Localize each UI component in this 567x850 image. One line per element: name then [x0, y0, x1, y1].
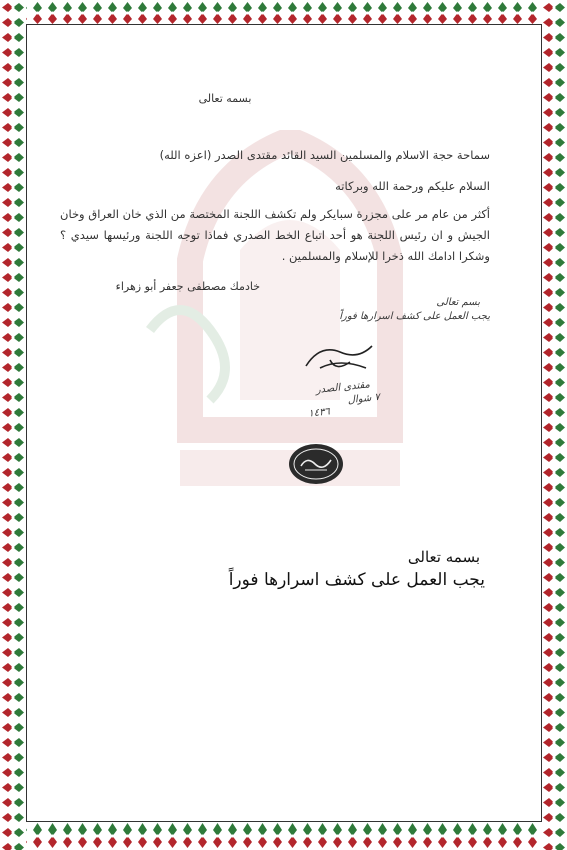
- handwritten-date-day: ٧ شوال: [347, 391, 381, 407]
- decorative-border-left: [0, 0, 26, 850]
- decorative-border-top: [0, 0, 567, 26]
- letter-greeting: السلام عليكم ورحمة الله وبركاته: [335, 179, 490, 193]
- transcription-heading: بسمه تعالى: [407, 548, 480, 566]
- decorative-border-bottom: [0, 820, 567, 850]
- handwritten-date-year: ١٤٣٦: [307, 406, 331, 420]
- handwritten-instruction: يجب العمل على كشف اسرارها فوراً: [339, 311, 490, 322]
- letter-body: أكثر من عام مر على مجزرة سبايكر ولم تكشف اللجنة المختصة من الذي خان العراق وخان الجيش و ان رئيس اللجنة هو أحد اتباع الخط الصدري فماذا توجه اللجنة ورئيسها سيدي ؟وشكرا ادامك الله ذخرا للإسلام والمسلمين .: [60, 207, 490, 263]
- letter-address: سماحة حجة الاسلام والمسلمين السيد القائد مقتدى الصدر (اعزه الله): [159, 148, 490, 162]
- handwritten-signature: [300, 338, 380, 378]
- transcription-instruction: يجب العمل على كشف اسرارها فوراً: [228, 570, 485, 590]
- handwritten-heading: بسم تعالى: [436, 297, 480, 308]
- letter-title: بسمه تعالى: [198, 92, 252, 105]
- letter-signer: خادمك مصطفى جعفر أبو زهراء: [115, 280, 260, 293]
- official-seal: [287, 442, 345, 486]
- decorative-border-right: [541, 0, 567, 850]
- handwritten-name: مقتدى الصدر: [315, 379, 371, 396]
